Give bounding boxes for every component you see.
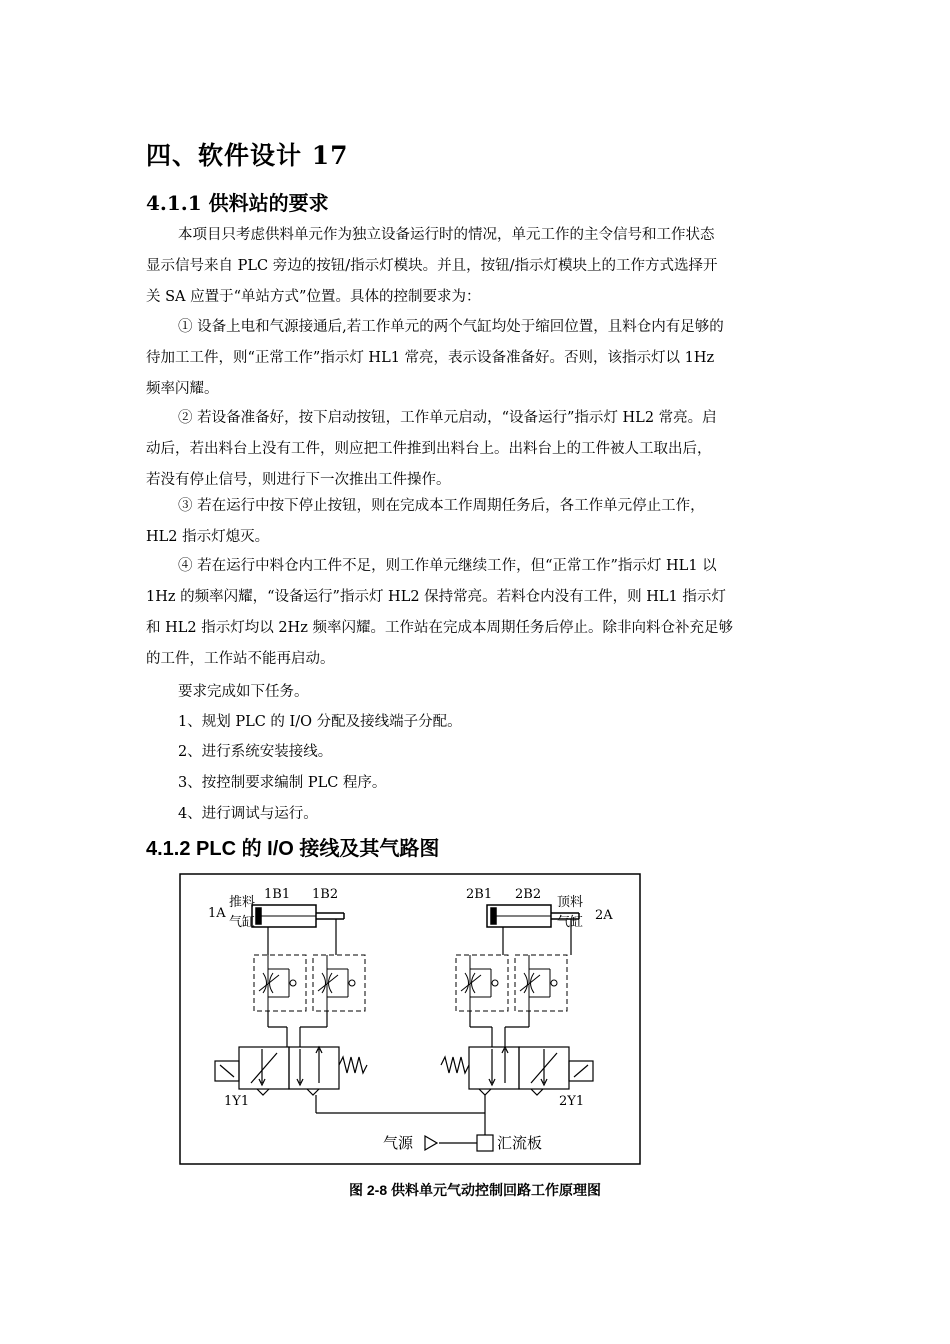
pneumatic-circuit-diagram	[179, 873, 641, 1165]
figure-caption: 图 2-8 供料单元气动控制回路工作原理图	[348, 1182, 601, 1198]
push-cylinder	[252, 905, 344, 927]
right-cylinder-name: 顶料	[557, 895, 584, 910]
left-cylinder-name: 推料	[229, 895, 256, 910]
text-line: 若没有停止信号，则进行下一次推出工件操作。	[146, 472, 451, 488]
text-line: 和 HL2 指示灯均以 2Hz 频率闪耀。工作站在完成本周期任务后停止。除非向料仓补充足够	[146, 620, 733, 636]
requirement-1	[146, 312, 814, 405]
task-item: 4、进行调试与运行。	[178, 806, 318, 822]
manifold-label: 汇流板	[497, 1134, 543, 1152]
requirement-4	[146, 551, 814, 675]
text-line: 频率闪耀。	[146, 381, 219, 397]
section-heading: 四、软件设计 17	[146, 141, 349, 170]
task-item: 1、规划 PLC 的 I/O 分配及接线端子分配。	[178, 714, 462, 730]
text-line: ② 若设备准备好，按下启动按钮，工作单元启动，“设备运行”指示灯 HL2 常亮。启	[178, 410, 717, 426]
sensor-label: 2B2	[515, 887, 542, 902]
left-cylinder-id: 1A	[208, 906, 226, 921]
text-line: 显示信号来自 PLC 旁边的按钮/指示灯模块。并且，按钮/指示灯模块上的工作方式选择开	[146, 258, 718, 274]
air-source-label: 气源	[383, 1134, 414, 1152]
flow-control-valves	[254, 955, 567, 1011]
text-line: 关 SA 应置于“单站方式”位置。具体的控制要求为：	[146, 289, 481, 305]
text-line: 的工件，工作站不能再启动。	[146, 651, 335, 667]
text-line: 1Hz 的频率闪耀，“设备运行”指示灯 HL2 保持常亮。若料仓内没有工件，则 HL1 指示灯	[146, 589, 726, 605]
task-item: 3、按控制要求编制 PLC 程序。	[178, 775, 387, 791]
sensor-label: 1B2	[312, 887, 339, 902]
intro-paragraph	[146, 220, 814, 313]
requirement-2	[146, 403, 814, 496]
subsection-heading-requirements: 4.1.1 供料站的要求	[146, 191, 329, 215]
valve-label: 1Y1	[224, 1094, 250, 1109]
task-item: 2、进行系统安装接线。	[178, 744, 333, 760]
text-line: 本项目只考虑供料单元作为独立设备运行时的情况，单元工作的主令信号和工作状态	[178, 227, 715, 243]
sensor-label: 2B1	[466, 887, 493, 902]
right-cylinder-id: 2A	[595, 908, 613, 923]
text-line: 待加工工件，则“正常工作”指示灯 HL1 常亮，表示设备准备好。否则，该指示灯以 1Hz	[146, 350, 715, 366]
left-solenoid-valve	[215, 1047, 367, 1095]
subsection-heading-io-wiring: 4.1.2 PLC 的 I/O 接线及其气路图	[146, 838, 440, 860]
text-line: ① 设备上电和气源接通后,若工作单元的两个气缸均处于缩回位置，且料仓内有足够的	[178, 319, 724, 335]
sensor-label: 1B1	[264, 887, 291, 902]
valve-label: 2Y1	[559, 1094, 585, 1109]
text-line: ③ 若在运行中按下停止按钮，则在完成本工作周期任务后，各工作单元停止工作，	[178, 498, 705, 514]
right-solenoid-valve	[441, 1047, 593, 1095]
tasks-intro: 要求完成如下任务。	[178, 684, 309, 700]
requirement-3	[146, 491, 814, 553]
right-cylinder-name: 气缸	[557, 915, 584, 930]
left-cylinder-name: 气缸	[229, 915, 256, 930]
text-line: ④ 若在运行中料仓内工件不足，则工作单元继续工作，但“正常工作”指示灯 HL1 以	[178, 558, 717, 574]
text-line: 动后，若出料台上没有工件，则应把工件推到出料台上。出料台上的工件被人工取出后，	[146, 441, 712, 457]
text-line: HL2 指示灯熄灭。	[146, 529, 270, 545]
